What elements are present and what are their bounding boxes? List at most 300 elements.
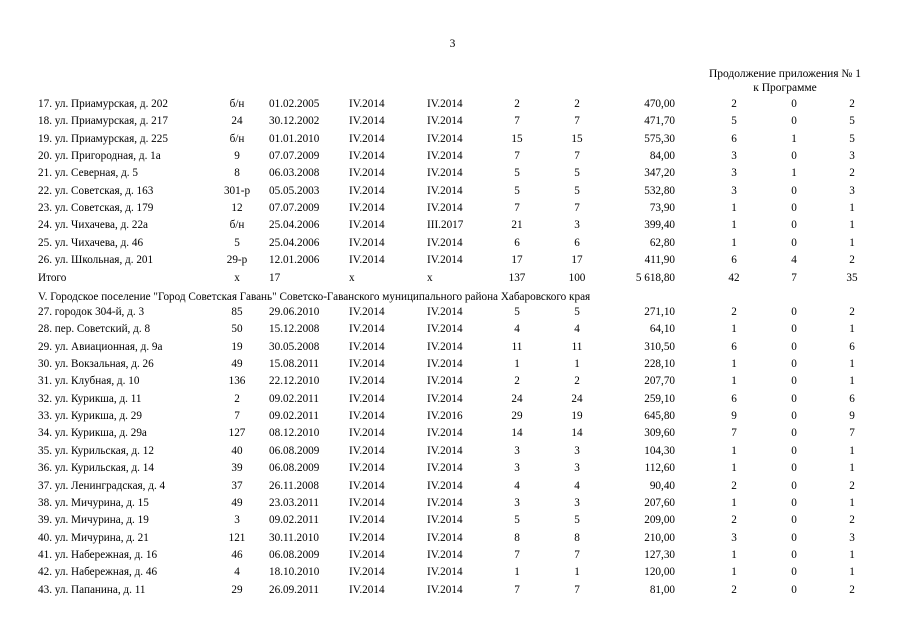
- decision-date-cell: 06.03.2008: [269, 167, 320, 180]
- planned-period-cell: IV.2014: [349, 410, 385, 423]
- table-row: [0, 408, 905, 425]
- total-row: [0, 270, 905, 287]
- planned-period-cell: IV.2014: [349, 132, 385, 145]
- continuation-line-2: к Программе: [753, 82, 817, 94]
- municipal-count-cell: 0: [791, 462, 797, 475]
- decision-number-cell: 5: [234, 236, 240, 249]
- total-count-cell: 1: [731, 462, 737, 475]
- relocated-count-cell: 5: [574, 514, 580, 527]
- relocated-count-cell: 4: [574, 323, 580, 336]
- decision-number-cell: 301-р: [223, 184, 251, 197]
- relocation-period-cell: IV.2014: [427, 566, 463, 579]
- planned-period-cell: IV.2014: [349, 236, 385, 249]
- house-address-cell: 18. ул. Приамурская, д. 217: [38, 115, 168, 128]
- house-address-cell: 38. ул. Мичурина, д. 15: [38, 496, 149, 509]
- private-count-cell: 2: [849, 254, 855, 267]
- decision-date-cell: 26.11.2008: [269, 479, 319, 492]
- table-row: [0, 495, 905, 512]
- residents-count-cell: 2: [514, 98, 520, 110]
- decision-date-cell: 15.12.2008: [269, 323, 320, 336]
- decision-number-cell: 2: [234, 392, 240, 405]
- total-count-cell: 6: [731, 254, 737, 267]
- relocated-count-cell: 14: [571, 427, 583, 440]
- relocated-count-cell: 7: [574, 583, 580, 596]
- decision-date-cell: 08.12.2010: [269, 427, 320, 440]
- private-count-cell: 1: [849, 358, 855, 371]
- area-value-cell: 120,00: [644, 566, 675, 579]
- area-value-cell: 73,90: [649, 202, 675, 215]
- planned-period-cell: IV.2014: [349, 583, 385, 596]
- private-count-cell: 1: [849, 444, 855, 457]
- private-count-cell: 2: [849, 583, 855, 596]
- municipal-count-cell: 0: [791, 306, 797, 318]
- decision-number-cell: 121: [228, 531, 246, 544]
- relocated-count-cell: 3: [574, 444, 580, 457]
- total-count-cell: 2: [731, 479, 737, 492]
- total-count-cell: 2: [731, 583, 737, 596]
- planned-period-cell: IV.2014: [349, 514, 385, 527]
- planned-period-cell: IV.2014: [349, 115, 385, 128]
- decision-date-cell: 30.05.2008: [269, 340, 320, 353]
- area-value-cell: 471,70: [644, 115, 675, 128]
- relocation-period-cell: IV.2014: [427, 583, 463, 596]
- relocation-period-cell: IV.2014: [427, 236, 463, 249]
- area-value-cell: 84,00: [649, 150, 675, 163]
- private-count-cell: 2: [849, 306, 855, 318]
- area-value-cell: 645,80: [644, 410, 675, 423]
- area-value-cell: 90,40: [649, 479, 675, 492]
- private-count-cell: 1: [849, 219, 855, 232]
- decision-number-cell: 7: [234, 410, 240, 423]
- decision-date-cell: 09.02.2011: [269, 410, 319, 423]
- relocated-count-cell: 2: [574, 98, 580, 110]
- relocation-period-cell: IV.2014: [427, 167, 463, 180]
- decision-number-cell: 136: [228, 375, 246, 388]
- total-count-cell: 42: [728, 271, 740, 284]
- relocated-count-cell: 3: [574, 496, 580, 509]
- total-count-cell: 1: [731, 444, 737, 457]
- area-value-cell: 81,00: [649, 583, 675, 596]
- relocated-count-cell: 1: [574, 358, 580, 371]
- decision-date-cell: 06.08.2009: [269, 462, 320, 475]
- municipal-count-cell: 0: [791, 514, 797, 527]
- relocation-period-cell: х: [427, 271, 433, 284]
- residents-count-cell: 3: [514, 462, 520, 475]
- area-value-cell: 347,20: [644, 167, 675, 180]
- municipal-count-cell: 0: [791, 444, 797, 457]
- municipal-count-cell: 0: [791, 427, 797, 440]
- municipal-count-cell: 0: [791, 219, 797, 232]
- total-count-cell: 1: [731, 375, 737, 388]
- relocation-period-cell: III.2017: [427, 219, 464, 232]
- decision-date-cell: 29.06.2010: [269, 306, 320, 318]
- municipal-count-cell: 0: [791, 566, 797, 579]
- decision-number-cell: 127: [228, 427, 246, 440]
- total-count-cell: 3: [731, 531, 737, 544]
- table-row: [0, 530, 905, 547]
- table-row: [0, 200, 905, 217]
- planned-period-cell: IV.2014: [349, 340, 385, 353]
- relocation-period-cell: IV.2014: [427, 323, 463, 336]
- residents-count-cell: 4: [514, 479, 520, 492]
- relocated-count-cell: 7: [574, 202, 580, 215]
- decision-date-cell: 25.04.2006: [269, 219, 320, 232]
- planned-period-cell: IV.2014: [349, 548, 385, 561]
- residents-count-cell: 7: [514, 583, 520, 596]
- residents-count-cell: 1: [514, 566, 520, 579]
- total-count-cell: 5: [731, 115, 737, 128]
- table-row: [0, 183, 905, 200]
- decision-date-cell: 06.08.2009: [269, 444, 320, 457]
- decision-number-cell: 8: [234, 167, 240, 180]
- decision-number-cell: 24: [231, 115, 243, 128]
- area-value-cell: 228,10: [644, 358, 675, 371]
- decision-number-cell: 9: [234, 150, 240, 163]
- relocated-count-cell: 3: [574, 462, 580, 475]
- table-row: [0, 582, 905, 599]
- table-row: [0, 564, 905, 581]
- municipal-count-cell: 0: [791, 583, 797, 596]
- relocation-period-cell: IV.2014: [427, 514, 463, 527]
- total-count-cell: 1: [731, 202, 737, 215]
- house-address-cell: 33. ул. Курикша, д. 29: [38, 410, 142, 423]
- residents-count-cell: 137: [508, 271, 526, 284]
- area-value-cell: 112,60: [644, 462, 675, 475]
- house-address-cell: 37. ул. Ленинградская, д. 4: [38, 479, 166, 492]
- decision-number-cell: б/н: [229, 219, 245, 232]
- house-address-cell: 23. ул. Советская, д. 179: [38, 202, 154, 215]
- house-address-cell: 19. ул. Приамурская, д. 225: [38, 132, 168, 145]
- total-count-cell: 2: [731, 514, 737, 527]
- area-value-cell: 207,70: [644, 375, 675, 388]
- residents-count-cell: 7: [514, 202, 520, 215]
- table-row: [0, 391, 905, 408]
- total-count-cell: 6: [731, 132, 737, 145]
- decision-number-cell: б/н: [229, 132, 245, 145]
- municipal-count-cell: 0: [791, 340, 797, 353]
- decision-number-cell: 37: [231, 479, 243, 492]
- private-count-cell: 9: [849, 410, 855, 423]
- house-address-cell: 43. ул. Папанина, д. 11: [38, 583, 146, 596]
- planned-period-cell: IV.2014: [349, 375, 385, 388]
- private-count-cell: 2: [849, 167, 855, 180]
- private-count-cell: 3: [849, 531, 855, 544]
- municipal-count-cell: 1: [791, 132, 797, 145]
- decision-date-cell: 12.01.2006: [269, 254, 320, 267]
- residents-count-cell: 4: [514, 323, 520, 336]
- relocation-period-cell: IV.2014: [427, 358, 463, 371]
- private-count-cell: 1: [849, 236, 855, 249]
- table-row: [0, 217, 905, 234]
- decision-number-cell: 29: [231, 583, 243, 596]
- planned-period-cell: IV.2014: [349, 184, 385, 197]
- total-count-cell: 3: [731, 150, 737, 163]
- planned-period-cell: IV.2014: [349, 323, 385, 336]
- relocation-period-cell: IV.2014: [427, 98, 463, 110]
- private-count-cell: 2: [849, 514, 855, 527]
- total-count-cell: 1: [731, 323, 737, 336]
- area-value-cell: 575,30: [644, 132, 675, 145]
- table-row: [0, 478, 905, 495]
- residents-count-cell: 7: [514, 115, 520, 128]
- municipal-count-cell: 0: [791, 375, 797, 388]
- relocated-count-cell: 7: [574, 548, 580, 561]
- section-title: V. Городское поселение "Город Советская Гавань" Советско-Гаванского муниципального района Хабаровского края: [38, 291, 591, 303]
- house-address-cell: 25. ул. Чихачева, д. 46: [38, 236, 144, 249]
- relocation-period-cell: IV.2014: [427, 254, 463, 267]
- private-count-cell: 1: [849, 548, 855, 561]
- relocated-count-cell: 1: [574, 566, 580, 579]
- residents-count-cell: 7: [514, 150, 520, 163]
- total-count-cell: 1: [731, 548, 737, 561]
- residents-count-cell: 17: [511, 254, 523, 267]
- area-value-cell: 271,10: [644, 306, 675, 318]
- total-count-cell: 1: [731, 219, 737, 232]
- residents-count-cell: 3: [514, 444, 520, 457]
- decision-number-cell: 19: [231, 340, 243, 353]
- house-address-cell: 35. ул. Курильская, д. 12: [38, 444, 154, 457]
- relocation-period-cell: IV.2014: [427, 548, 463, 561]
- municipal-count-cell: 0: [791, 115, 797, 128]
- municipal-count-cell: 0: [791, 496, 797, 509]
- relocation-period-cell: IV.2014: [427, 479, 463, 492]
- relocated-count-cell: 3: [574, 219, 580, 232]
- house-address-cell: 29. ул. Авиационная, д. 9а: [38, 340, 163, 353]
- residents-count-cell: 29: [511, 410, 523, 423]
- municipal-count-cell: 0: [791, 323, 797, 336]
- area-value-cell: 207,60: [644, 496, 675, 509]
- planned-period-cell: IV.2014: [349, 496, 385, 509]
- total-count-cell: 3: [731, 184, 737, 197]
- residents-count-cell: 24: [511, 392, 523, 405]
- house-address-cell: 36. ул. Курильская, д. 14: [38, 462, 154, 475]
- relocation-period-cell: IV.2014: [427, 306, 463, 318]
- municipal-count-cell: 0: [791, 98, 797, 110]
- municipal-count-cell: 0: [791, 358, 797, 371]
- decision-date-cell: 26.09.2011: [269, 583, 319, 596]
- relocated-count-cell: 15: [571, 132, 583, 145]
- table-row: [0, 373, 905, 390]
- relocated-count-cell: 11: [571, 340, 583, 353]
- private-count-cell: 3: [849, 184, 855, 197]
- private-count-cell: 1: [849, 375, 855, 388]
- residents-count-cell: 8: [514, 531, 520, 544]
- relocated-count-cell: 100: [568, 271, 586, 284]
- planned-period-cell: IV.2014: [349, 531, 385, 544]
- decision-number-cell: 85: [231, 306, 243, 318]
- house-address-cell: 40. ул. Мичурина, д. 21: [38, 531, 149, 544]
- decision-date-cell: 01.02.2005: [269, 98, 320, 110]
- appendix-continuation: [690, 67, 880, 95]
- relocated-count-cell: 6: [574, 236, 580, 249]
- total-count-cell: 9: [731, 410, 737, 423]
- area-value-cell: 310,50: [644, 340, 675, 353]
- area-value-cell: 127,30: [644, 548, 675, 561]
- house-address-cell: 31. ул. Клубная, д. 10: [38, 375, 140, 388]
- planned-period-cell: IV.2014: [349, 358, 385, 371]
- relocation-period-cell: IV.2014: [427, 444, 463, 457]
- house-address-cell: 27. городок 304-й, д. 3: [38, 306, 145, 318]
- total-count-cell: 1: [731, 236, 737, 249]
- decision-date-cell: 09.02.2011: [269, 514, 319, 527]
- private-count-cell: 7: [849, 427, 855, 440]
- planned-period-cell: х: [349, 271, 355, 284]
- table-row: [0, 512, 905, 529]
- area-value-cell: 259,10: [644, 392, 675, 405]
- private-count-cell: 2: [849, 479, 855, 492]
- relocated-count-cell: 17: [571, 254, 583, 267]
- house-address-cell: 42. ул. Набережная, д. 46: [38, 566, 158, 579]
- house-address-cell: 39. ул. Мичурина, д. 19: [38, 514, 149, 527]
- private-count-cell: 35: [846, 271, 858, 284]
- area-value-cell: 64,10: [649, 323, 675, 336]
- private-count-cell: 5: [849, 115, 855, 128]
- decision-number-cell: 3: [234, 514, 240, 527]
- relocation-period-cell: IV.2014: [427, 340, 463, 353]
- decision-number-cell: 40: [231, 444, 243, 457]
- area-value-cell: 399,40: [644, 219, 675, 232]
- area-value-cell: 411,90: [644, 254, 675, 267]
- relocation-period-cell: IV.2014: [427, 462, 463, 475]
- decision-number-cell: 4: [234, 566, 240, 579]
- decision-number-cell: 29-р: [226, 254, 248, 267]
- table-row: [0, 131, 905, 148]
- table-row: [0, 96, 905, 113]
- area-value-cell: 532,80: [644, 184, 675, 197]
- decision-number-cell: 49: [231, 358, 243, 371]
- table-row: [0, 304, 905, 321]
- house-address-cell: 22. ул. Советская, д. 163: [38, 184, 154, 197]
- relocated-count-cell: 8: [574, 531, 580, 544]
- municipal-count-cell: 0: [791, 410, 797, 423]
- decision-date-cell: 15.08.2011: [269, 358, 319, 371]
- house-address-cell: 41. ул. Набережная, д. 16: [38, 548, 158, 561]
- table-row: [0, 460, 905, 477]
- planned-period-cell: IV.2014: [349, 167, 385, 180]
- residents-count-cell: 6: [514, 236, 520, 249]
- total-count-cell: 3: [731, 167, 737, 180]
- table-row: [0, 113, 905, 130]
- house-address-cell: Итого: [38, 271, 67, 284]
- private-count-cell: 5: [849, 132, 855, 145]
- house-address-cell: 30. ул. Вокзальная, д. 26: [38, 358, 154, 371]
- table-row: [0, 443, 905, 460]
- total-count-cell: 1: [731, 496, 737, 509]
- decision-date-cell: 23.03.2011: [269, 496, 319, 509]
- private-count-cell: 1: [849, 462, 855, 475]
- total-count-cell: 2: [731, 98, 737, 110]
- relocation-period-cell: IV.2014: [427, 496, 463, 509]
- total-count-cell: 2: [731, 306, 737, 318]
- house-address-cell: 26. ул. Школьная, д. 201: [38, 254, 154, 267]
- area-value-cell: 309,60: [644, 427, 675, 440]
- planned-period-cell: IV.2014: [349, 444, 385, 457]
- continuation-line-1: Продолжение приложения № 1: [708, 68, 862, 80]
- relocated-count-cell: 5: [574, 184, 580, 197]
- house-address-cell: 34. ул. Курикша, д. 29а: [38, 427, 147, 440]
- planned-period-cell: IV.2014: [349, 306, 385, 318]
- relocated-count-cell: 4: [574, 479, 580, 492]
- relocated-count-cell: 2: [574, 375, 580, 388]
- house-address-cell: 17. ул. Приамурская, д. 202: [38, 98, 168, 110]
- table-row: [0, 339, 905, 356]
- municipal-count-cell: 0: [791, 392, 797, 405]
- house-address-cell: 20. ул. Пригородная, д. 1а: [38, 150, 161, 163]
- decision-date-cell: 07.07.2009: [269, 150, 320, 163]
- residents-count-cell: 15: [511, 132, 523, 145]
- decision-date-cell: 22.12.2010: [269, 375, 320, 388]
- private-count-cell: 2: [849, 98, 855, 110]
- municipal-count-cell: 4: [791, 254, 797, 267]
- planned-period-cell: IV.2014: [349, 254, 385, 267]
- planned-period-cell: IV.2014: [349, 202, 385, 215]
- total-count-cell: 6: [731, 392, 737, 405]
- decision-number-cell: 49: [231, 496, 243, 509]
- municipal-count-cell: 7: [791, 271, 797, 284]
- decision-date-cell: 09.02.2011: [269, 392, 319, 405]
- house-address-cell: 21. ул. Северная, д. 5: [38, 167, 138, 180]
- relocation-period-cell: IV.2014: [427, 202, 463, 215]
- relocation-period-cell: IV.2014: [427, 375, 463, 388]
- municipal-count-cell: 0: [791, 202, 797, 215]
- municipal-count-cell: 0: [791, 548, 797, 561]
- planned-period-cell: IV.2014: [349, 479, 385, 492]
- private-count-cell: 3: [849, 150, 855, 163]
- decision-date-cell: 25.04.2006: [269, 236, 320, 249]
- relocation-period-cell: IV.2016: [427, 410, 463, 423]
- relocation-period-cell: IV.2014: [427, 150, 463, 163]
- decision-number-cell: 39: [231, 462, 243, 475]
- municipal-count-cell: 0: [791, 531, 797, 544]
- residents-count-cell: 5: [514, 306, 520, 318]
- residents-count-cell: 2: [514, 375, 520, 388]
- relocated-count-cell: 7: [574, 115, 580, 128]
- total-count-cell: 6: [731, 340, 737, 353]
- decision-number-cell: 12: [231, 202, 243, 215]
- relocated-count-cell: 7: [574, 150, 580, 163]
- house-address-cell: 32. ул. Курикша, д. 11: [38, 392, 142, 405]
- relocation-period-cell: IV.2014: [427, 427, 463, 440]
- relocated-count-cell: 24: [571, 392, 583, 405]
- municipal-count-cell: 0: [791, 184, 797, 197]
- table-row: [0, 425, 905, 442]
- decision-number-cell: х: [234, 271, 240, 284]
- relocation-period-cell: IV.2014: [427, 132, 463, 145]
- residents-count-cell: 14: [511, 427, 523, 440]
- page-number: 3: [449, 38, 456, 50]
- residents-count-cell: 1: [514, 358, 520, 371]
- municipal-count-cell: 0: [791, 479, 797, 492]
- private-count-cell: 1: [849, 496, 855, 509]
- planned-period-cell: IV.2014: [349, 566, 385, 579]
- decision-date-cell: 17: [269, 271, 281, 284]
- relocation-period-cell: IV.2014: [427, 531, 463, 544]
- relocation-period-cell: IV.2014: [427, 392, 463, 405]
- residents-count-cell: 5: [514, 514, 520, 527]
- house-address-cell: 24. ул. Чихачева, д. 22а: [38, 219, 149, 232]
- decision-number-cell: б/н: [229, 98, 245, 110]
- table-row: [0, 252, 905, 269]
- area-value-cell: 104,30: [644, 444, 675, 457]
- municipal-count-cell: 0: [791, 150, 797, 163]
- table-row: [0, 356, 905, 373]
- planned-period-cell: IV.2014: [349, 150, 385, 163]
- area-value-cell: 470,00: [644, 98, 675, 110]
- table-row: [0, 235, 905, 252]
- decision-date-cell: 06.08.2009: [269, 548, 320, 561]
- decision-number-cell: 46: [231, 548, 243, 561]
- decision-date-cell: 01.01.2010: [269, 132, 320, 145]
